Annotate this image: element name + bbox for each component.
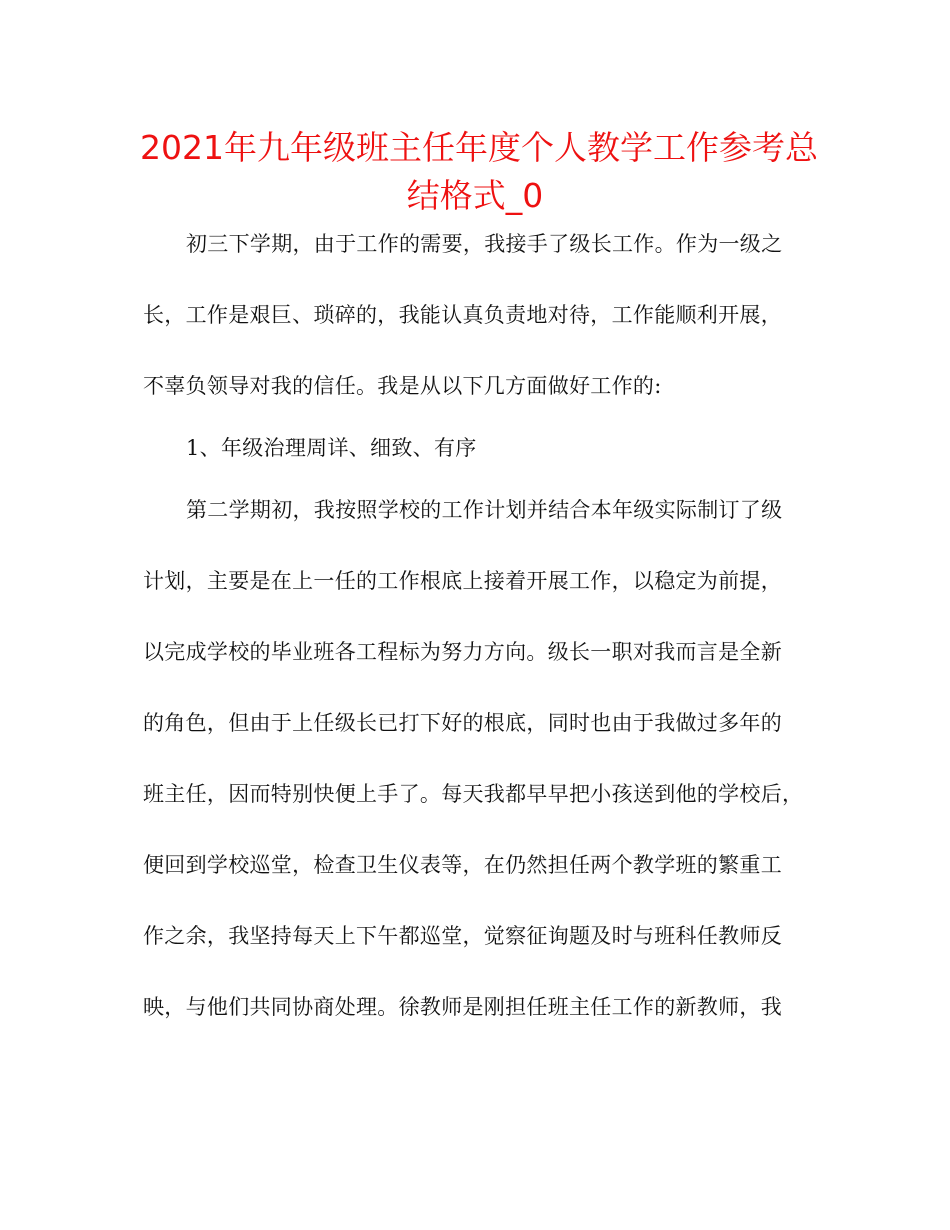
paragraph-line: 长，工作是艰巨、琐碎的，我能认真负责地对待，工作能顺利开展， [143,303,782,327]
title-line-1: 2021年九年级班主任年度个人教学工作参考总 [140,128,818,167]
paragraph-line: 第二学期初，我按照学校的工作计划并结合本年级实际制订了级 [186,498,783,522]
paragraph-line: 以完成学校的毕业班各工程标为努力方向。级长一职对我而言是全新 [143,640,782,664]
paragraph-line: 班主任，因而特别快便上手了。每天我都早早把小孩送到他的学校后， [143,782,804,806]
paragraph-line: 计划，主要是在上一任的工作根底上接着开展工作，以稳定为前提， [143,569,782,593]
paragraph-line: 不辜负领导对我的信任。我是从以下几方面做好工作的: [143,374,662,398]
paragraph-line: 作之余，我坚持每天上下午都巡堂，觉察征询题及时与班科任教师反 [143,924,782,948]
section-heading: 1、年级治理周详、细致、有序 [186,436,477,460]
paragraph-line: 便回到学校巡堂，检查卫生仪表等，在仍然担任两个教学班的繁重工 [143,853,782,877]
paragraph-line: 初三下学期，由于工作的需要，我接手了级长工作。作为一级之 [186,232,783,256]
paragraph-line: 的角色，但由于上任级长已打下好的根底，同时也由于我做过多年的 [143,711,782,735]
title-line-2: 结格式_0 [406,176,544,215]
document-title [140,124,818,220]
paragraph-line: 映，与他们共同协商处理。徐教师是刚担任班主任工作的新教师，我 [143,995,782,1019]
